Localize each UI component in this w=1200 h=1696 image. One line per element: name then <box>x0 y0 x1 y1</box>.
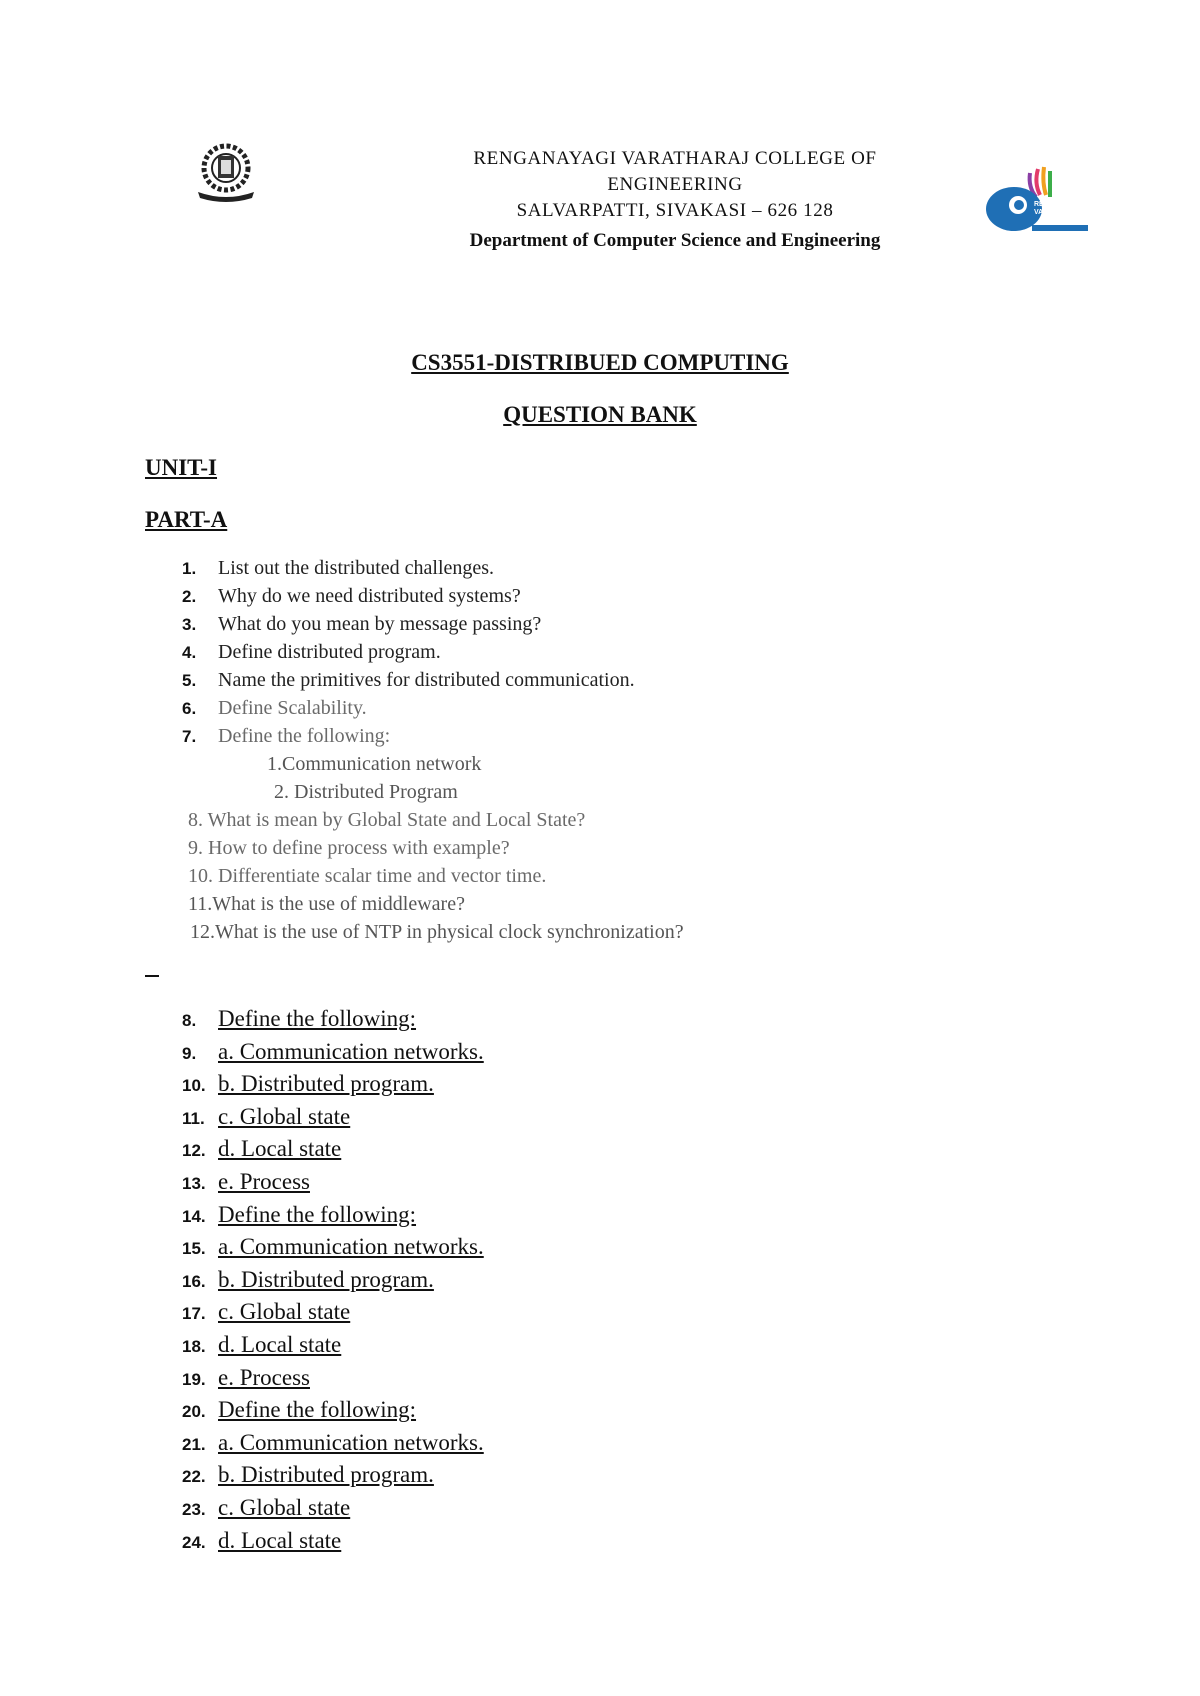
question-number: 6. <box>182 699 197 718</box>
item-number: 18. <box>182 1336 206 1356</box>
list-item <box>182 1296 484 1329</box>
sub-item: 1.Communication network <box>267 753 482 775</box>
part-heading: PART-A <box>145 507 228 532</box>
question-number: 4. <box>182 643 197 662</box>
list-item <box>182 582 684 610</box>
item-text: a. Communication networks. <box>218 1234 484 1260</box>
list-item <box>182 1068 484 1101</box>
question-text: Define the following: <box>218 725 391 747</box>
item-text: Define the following: <box>218 1201 417 1227</box>
item-text: d. Local state <box>218 1527 342 1553</box>
item-number: 17. <box>182 1304 206 1324</box>
unit-heading: UNIT-I <box>145 455 218 480</box>
item-text: b. Distributed program. <box>218 1266 434 1292</box>
list-item: 11.What is the use of middleware? <box>188 893 465 915</box>
item-number: 16. <box>182 1271 206 1291</box>
item-number: 21. <box>182 1434 206 1454</box>
item-text: Define the following: <box>218 1006 417 1031</box>
list-item <box>182 1362 484 1395</box>
list-item <box>182 1199 484 1232</box>
list-item: 9. How to define process with example? <box>188 837 510 859</box>
item-number: 14. <box>182 1206 206 1226</box>
separator-dash <box>145 975 159 977</box>
list-item <box>182 1329 484 1362</box>
item-number: 8. <box>182 1011 197 1030</box>
list-item <box>182 666 684 694</box>
list-item <box>182 1036 484 1069</box>
item-number: 10. <box>182 1076 206 1096</box>
list-item <box>182 1525 484 1558</box>
question-text: Define distributed program. <box>218 641 441 663</box>
list-item <box>182 1003 484 1036</box>
list-item <box>182 1394 484 1427</box>
list-item: 8. What is mean by Global State and Local State? <box>188 809 586 831</box>
list-item <box>182 722 684 750</box>
question-number: 1. <box>182 559 197 578</box>
college-emblem-icon <box>190 140 262 204</box>
item-text: e. Process <box>218 1364 310 1390</box>
item-text: Define the following: <box>218 1397 417 1423</box>
right-logo-text: RENGANAYAGI VARATHARAJ <box>1034 201 1086 216</box>
question-list <box>182 554 684 946</box>
list-item <box>182 1133 484 1166</box>
item-number: 15. <box>182 1239 206 1259</box>
list-item: 10. Differentiate scalar time and vector time. <box>188 865 547 887</box>
item-text: d. Local state <box>218 1136 342 1162</box>
list-item <box>182 1101 484 1134</box>
list-item <box>182 554 684 582</box>
renganayagi-varatharaj-logo-icon <box>980 165 1090 237</box>
item-number: 11. <box>182 1108 205 1128</box>
definition-list <box>182 1003 484 1557</box>
question-number: 2. <box>182 587 197 606</box>
college-name-line2: ENGINEERING <box>607 174 743 195</box>
item-number: 13. <box>182 1173 206 1193</box>
item-number: 22. <box>182 1467 206 1487</box>
sub-item: 2. Distributed Program <box>274 781 458 803</box>
list-item <box>182 1166 484 1199</box>
question-text: List out the distributed challenges. <box>218 557 495 579</box>
list-item <box>182 1264 484 1297</box>
item-text: e. Process <box>218 1168 310 1194</box>
list-item <box>182 1459 484 1492</box>
question-text: Why do we need distributed systems? <box>218 585 521 607</box>
department-name: Department of Computer Science and Engineering <box>469 230 881 251</box>
document-title: QUESTION BANK <box>503 402 697 427</box>
item-text: c. Global state <box>218 1103 351 1129</box>
college-address: SALVARPATTI, SIVAKASI – 626 128 <box>516 200 834 221</box>
list-item: 12.What is the use of NTP in physical clock synchronization? <box>190 921 684 943</box>
item-number: 9. <box>182 1043 197 1063</box>
item-text: a. Communication networks. <box>218 1429 484 1455</box>
list-item <box>182 694 684 722</box>
item-number: 19. <box>182 1369 206 1389</box>
question-text: Define Scalability. <box>218 697 367 719</box>
course-title: CS3551-DISTRIBUED COMPUTING <box>411 350 789 375</box>
question-text: What do you mean by message passing? <box>218 613 542 635</box>
list-item <box>182 1492 484 1525</box>
list-item <box>182 610 684 638</box>
list-item <box>182 638 684 666</box>
question-number: 7. <box>182 727 197 746</box>
list-item <box>182 1231 484 1264</box>
college-name-line1: RENGANAYAGI VARATHARAJ COLLEGE OF <box>473 148 877 169</box>
item-text: b. Distributed program. <box>218 1462 434 1488</box>
item-text: d. Local state <box>218 1331 342 1357</box>
item-number: 23. <box>182 1499 206 1519</box>
question-number: 3. <box>182 615 197 634</box>
item-text: c. Global state <box>218 1299 351 1325</box>
question-text: Name the primitives for distributed communication. <box>218 669 635 691</box>
item-number: 24. <box>182 1532 206 1552</box>
letterhead <box>380 146 970 254</box>
item-text: c. Global state <box>218 1494 351 1520</box>
list-item <box>182 1427 484 1460</box>
question-number: 5. <box>182 671 197 690</box>
item-number: 20. <box>182 1402 206 1422</box>
item-text: b. Distributed program. <box>218 1071 434 1097</box>
item-text: a. Communication networks. <box>218 1038 484 1064</box>
item-number: 12. <box>182 1141 206 1161</box>
